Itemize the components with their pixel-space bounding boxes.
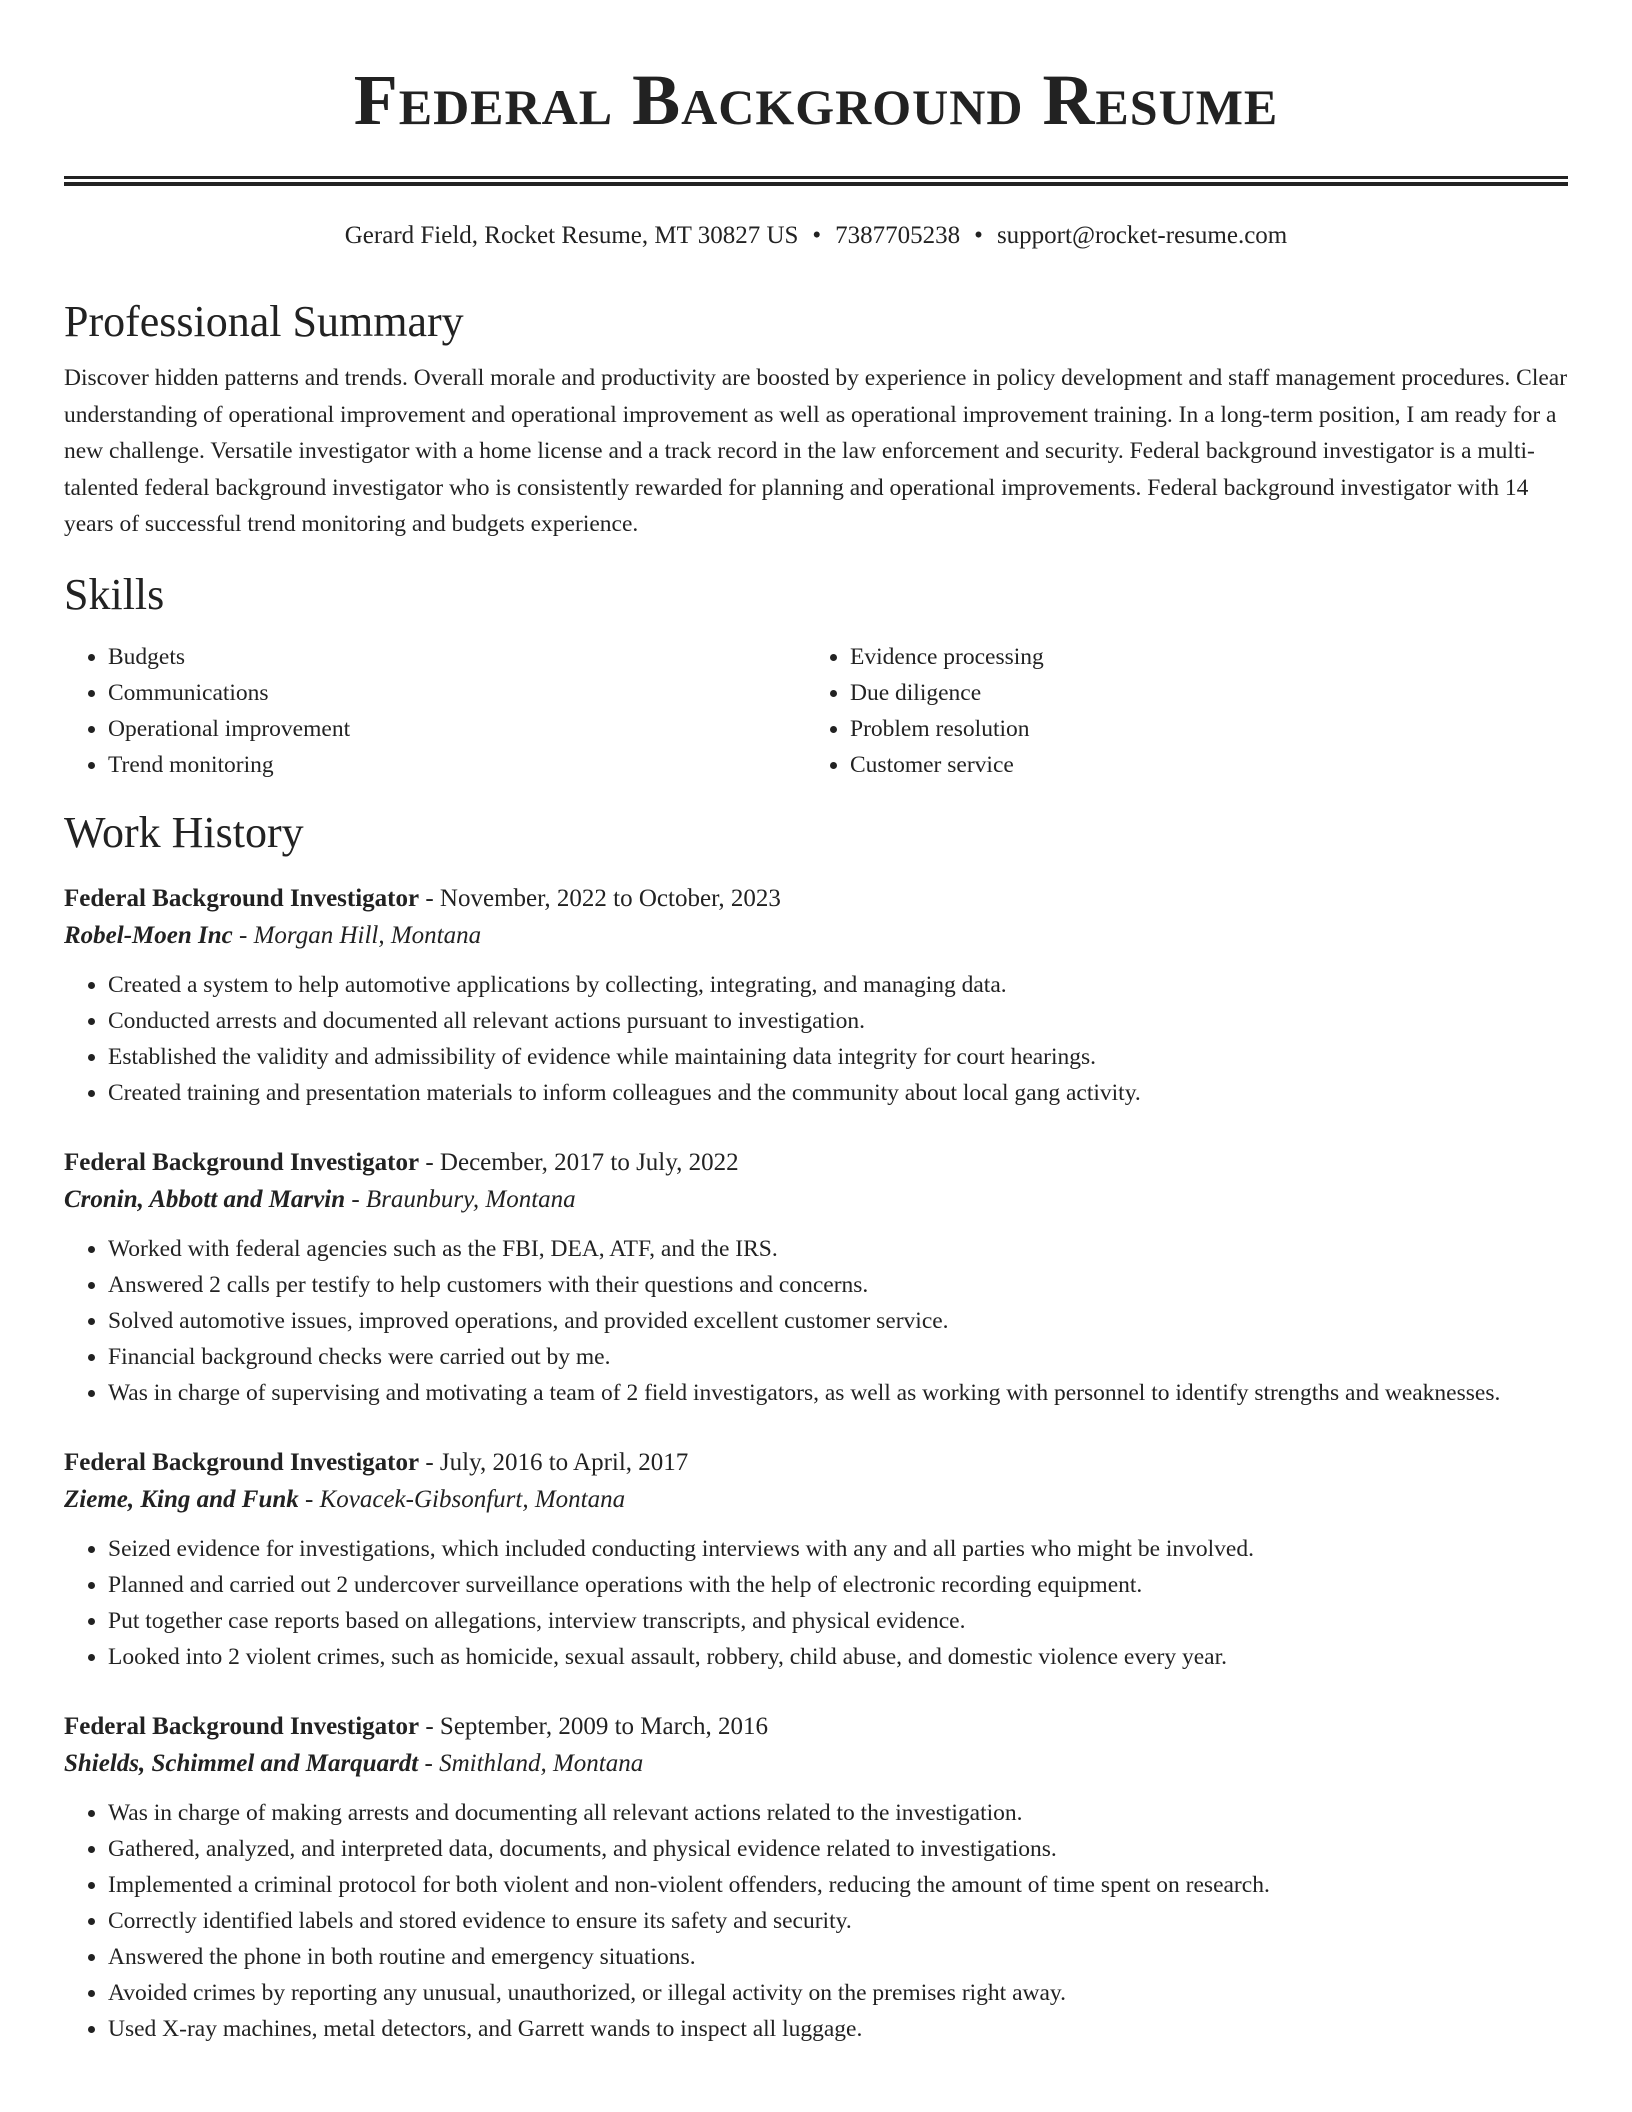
job-bullet: • Avoided crimes by reporting any unusual, unauthorized, or illegal activity on the premises right away. <box>108 1975 1568 2011</box>
job-bullet: • Was in charge of making arrests and documenting all relevant actions related to the investigation. <box>108 1795 1568 1831</box>
company-line <box>64 917 1568 955</box>
job-entry <box>64 1145 1568 1411</box>
company-line <box>64 1481 1568 1519</box>
company-name: Cronin, Abbott and Marvin <box>64 1185 346 1213</box>
skills-right-list <box>806 639 1548 783</box>
job-bullets <box>64 1795 1568 2047</box>
job-bullet: • Implemented a criminal protocol for both violent and non-violent offenders, reducing the amount of time spent on research. <box>108 1867 1568 1903</box>
company-line <box>64 1181 1568 1219</box>
resume-page <box>64 0 1568 2047</box>
job-entry <box>64 1709 1568 2047</box>
company-name: Shields, Schimmel and Marquardt <box>64 1749 419 1777</box>
job-title-line <box>64 881 1568 917</box>
job-bullet: • Worked with federal agencies such as the FBI, DEA, ATF, and the IRS. <box>108 1231 1568 1267</box>
job-dates: - November, 2022 to October, 2023 <box>419 884 781 912</box>
skills-heading: Skills <box>64 569 165 619</box>
job-bullet: • Created a system to help automotive applications by collecting, integrating, and managing data. <box>108 967 1568 1003</box>
skill-item: • Budgets <box>108 639 806 675</box>
skills-left-list <box>64 639 806 783</box>
job-bullet: • Answered 2 calls per testify to help customers with their questions and concerns. <box>108 1267 1568 1303</box>
job-bullet: • Solved automotive issues, improved operations, and provided excellent customer service. <box>108 1303 1568 1339</box>
skill-item: • Due diligence <box>850 675 1548 711</box>
skill-item: • Customer service <box>850 747 1548 783</box>
company-name: Robel-Moen Inc <box>64 921 233 949</box>
job-dates: - September, 2009 to March, 2016 <box>419 1712 769 1740</box>
skill-item: • Problem resolution <box>850 711 1548 747</box>
company-line <box>64 1745 1568 1783</box>
summary-text: Discover hidden patterns and trends. Overall morale and productivity are boosted by experience in policy development and staff management procedures. Clear understanding of operational improvement and operational improvement as well as operational improvement training. In a long-term position, I am ready for a new challenge. Versatile investigator with a home license and a track record in the law enforcement and security. Federal background investigator is a multi-talented federal background investigator who is consistently rewarded for planning and operational improvements. Federal background investigator with 14 years of successful trend monitoring and budgets experience. <box>64 365 1568 537</box>
job-bullet: • Correctly identified labels and stored evidence to ensure its safety and security. <box>108 1903 1568 1939</box>
job-bullet: • Answered the phone in both routine and emergency situations. <box>108 1939 1568 1975</box>
job-title: Federal Background Investigator <box>64 1448 420 1476</box>
job-bullet: • Looked into 2 violent crimes, such as homicide, sexual assault, robbery, child abuse, and domestic violence every year. <box>108 1639 1568 1675</box>
work-history-list <box>64 881 1568 2047</box>
job-bullet: • Was in charge of supervising and motivating a team of 2 field investigators, as well as working with personnel to identify strengths and weaknesses. <box>108 1375 1568 1411</box>
company-location: - Smithland, Montana <box>418 1749 644 1777</box>
contact-address: Gerard Field, Rocket Resume, MT 30827 US <box>344 222 799 249</box>
summary-heading: Professional Summary <box>64 297 464 346</box>
job-title: Federal Background Investigator <box>64 1148 420 1176</box>
contact-phone: 7387705238 <box>835 222 961 249</box>
job-bullets <box>64 1531 1568 1675</box>
job-dates: - July, 2016 to April, 2017 <box>419 1448 689 1476</box>
job-bullet: • Financial background checks were carried out by me. <box>108 1339 1568 1375</box>
job-bullet: • Put together case reports based on allegations, interview transcripts, and physical evidence. <box>108 1603 1568 1639</box>
skill-item: • Trend monitoring <box>108 747 806 783</box>
skill-item: • Operational improvement <box>108 711 806 747</box>
resume-title: Federal Background Resume <box>353 60 1279 140</box>
job-bullet: • Created training and presentation materials to inform colleagues and the community about local gang activity. <box>108 1075 1568 1111</box>
job-bullet: • Used X-ray machines, metal detectors, and Garrett wands to inspect all luggage. <box>108 2011 1568 2047</box>
job-bullet: • Conducted arrests and documented all relevant actions pursuant to investigation. <box>108 1003 1568 1039</box>
job-bullet: • Planned and carried out 2 undercover surveillance operations with the help of electronic recording equipment. <box>108 1567 1568 1603</box>
job-entry <box>64 1445 1568 1675</box>
contact-separator: • <box>974 222 983 249</box>
company-name: Zieme, King and Funk <box>64 1485 299 1513</box>
job-dates: - December, 2017 to July, 2022 <box>419 1148 739 1176</box>
work-history-heading: Work History <box>64 807 304 857</box>
company-location: - Braunbury, Montana <box>345 1185 576 1213</box>
skill-item: • Evidence processing <box>850 639 1548 675</box>
company-location: - Morgan Hill, Montana <box>232 921 482 949</box>
job-bullet: • Gathered, analyzed, and interpreted data, documents, and physical evidence related to investigations. <box>108 1831 1568 1867</box>
job-title: Federal Background Investigator <box>64 1712 420 1740</box>
job-entry <box>64 881 1568 1111</box>
contact-line <box>64 220 1568 252</box>
title-double-rule <box>64 176 1568 186</box>
contact-email: support@rocket-resume.com <box>996 222 1288 249</box>
skills-columns <box>64 639 1568 783</box>
company-location: - Kovacek-Gibsonfurt, Montana <box>298 1485 626 1513</box>
job-bullet: • Established the validity and admissibility of evidence while maintaining data integrity for court hearings. <box>108 1039 1568 1075</box>
job-bullets <box>64 967 1568 1111</box>
job-bullets <box>64 1231 1568 1411</box>
job-title: Federal Background Investigator <box>64 884 420 912</box>
job-title-line <box>64 1709 1568 1745</box>
contact-separator: • <box>812 222 822 249</box>
job-bullet: • Seized evidence for investigations, which included conducting interviews with any and all parties who might be involved. <box>108 1531 1568 1567</box>
job-title-line <box>64 1445 1568 1481</box>
job-title-line <box>64 1145 1568 1181</box>
skill-item: • Communications <box>108 675 806 711</box>
